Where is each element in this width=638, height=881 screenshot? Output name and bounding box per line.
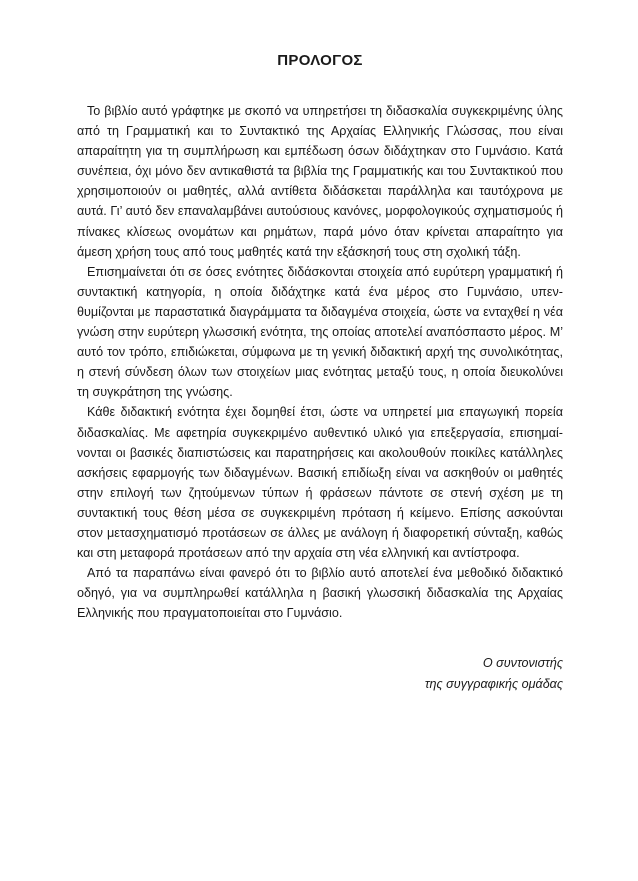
paragraph: Επισημαίνεται ότι σε όσες ενότητες διδάσκονται στοιχεία από ευρύτερη γραμματική ή συντακτική κατηγορία, η οποία διδάχτηκε κατά ένα μέρος στο Γυμνάσιο, υπενθυμίζονται με παραστατικά διαγράμματα τα διδαγμένα στοιχεία, ώστε να ενταχθεί η νέα γνώση στην ευρύτερη γλωσσική ενότητα, της οποίας αποτελεί αναπόσπαστο μέρος. Μ’ αυτό τον τρόπο, επιδιώκεται, σύμφωνα με τη γενική διδακτική αρχή της συνολικότητας, η στενή σύνδεση όλων των στοιχείων μιας ενότητας μεταξύ τους, η οποία διευκολύνει τη συγκράτηση της γνώσης. <box>77 264 563 400</box>
paragraph: Το βιβλίο αυτό γράφτηκε με σκοπό να υπηρετήσει τη διδασκαλία συγκεκριμένης ύλης από τη Γραμματική και το Συντακτικό της Αρχαίας Ελληνικής Γλώσσας, που είναι απαραίτητη για τη συμπλήρωση και εμπέδωση όσων διδάχτηκαν στο Γυμνάσιο. Κατά συνέπεια, όχι μόνο δεν αντικαθιστά τα βιβλία της Γραμματικής και του Συντακτικού που χρησιμοποιούν οι μαθητές, αλλά αντίθετα διδάσκεται παράλληλα και ταυτόχρονα με αυτά. Γι’ αυτό δεν επαναλαμβάνει αυτούσιους κανόνες, μορφολογικούς σχηματισμούς ή πίνακες κλίσεως ονομάτων και ρημάτων, παρά μόνο όταν κρίνεται απαραίτητο για άμεση χρήση τους από τους μαθητές κατά την εξάσκησή τους στη σχολική τάξη. <box>77 104 563 259</box>
signature-line-2: της συγγραφικής ομάδας <box>424 676 563 691</box>
page-title: ΠΡΟΛΟΓΟΣ <box>277 52 363 69</box>
signature <box>77 653 563 694</box>
body-text <box>77 101 563 623</box>
document-page <box>77 52 563 694</box>
signature-line-1: Ο συντονιστής <box>482 656 563 671</box>
paragraph: Από τα παραπάνω είναι φανερό ότι το βιβλίο αυτό αποτελεί ένα μεθοδικό διδακτικό οδηγό, για να συμπληρωθεί κατάλληλα η βασική γλωσσική διδασκαλία της Αρχαίας Ελληνικής που πραγματοποιείται στο Γυμνάσιο. <box>77 566 563 621</box>
paragraph: Κάθε διδακτική ενότητα έχει δομηθεί έτσι, ώστε να υπηρετεί μια επαγωγική πορεία διδασκαλίας. Με αφετηρία συγκεκριμένο αυθεντικό υλικό για επεξεργασία, επισημαίνονται οι βασικές διαπιστώσεις και παρατηρήσεις και ακολουθούν ποικίλες κατάλληλες ασκήσεις εφαρμογής των διδαγμένων. Βασική επιδίωξη είναι να ασκηθούν οι μαθητές στην επιλογή των ζητούμενων τύπων ή φράσεων πάντοτε σε στενή σχέση με τη συντακτική τους θέση μέσα σε συγκεκριμένη πρόταση ή κείμενο. Επίσης ασκούνται στον μετασχηματισμό προτάσεων σε άλλες με ανάλογη ή διαφορετική σύνταξη, καθώς και στη μεταφορά προτάσεων από την αρχαία στη νέα ελληνική και αντίστροφα. <box>77 405 563 561</box>
